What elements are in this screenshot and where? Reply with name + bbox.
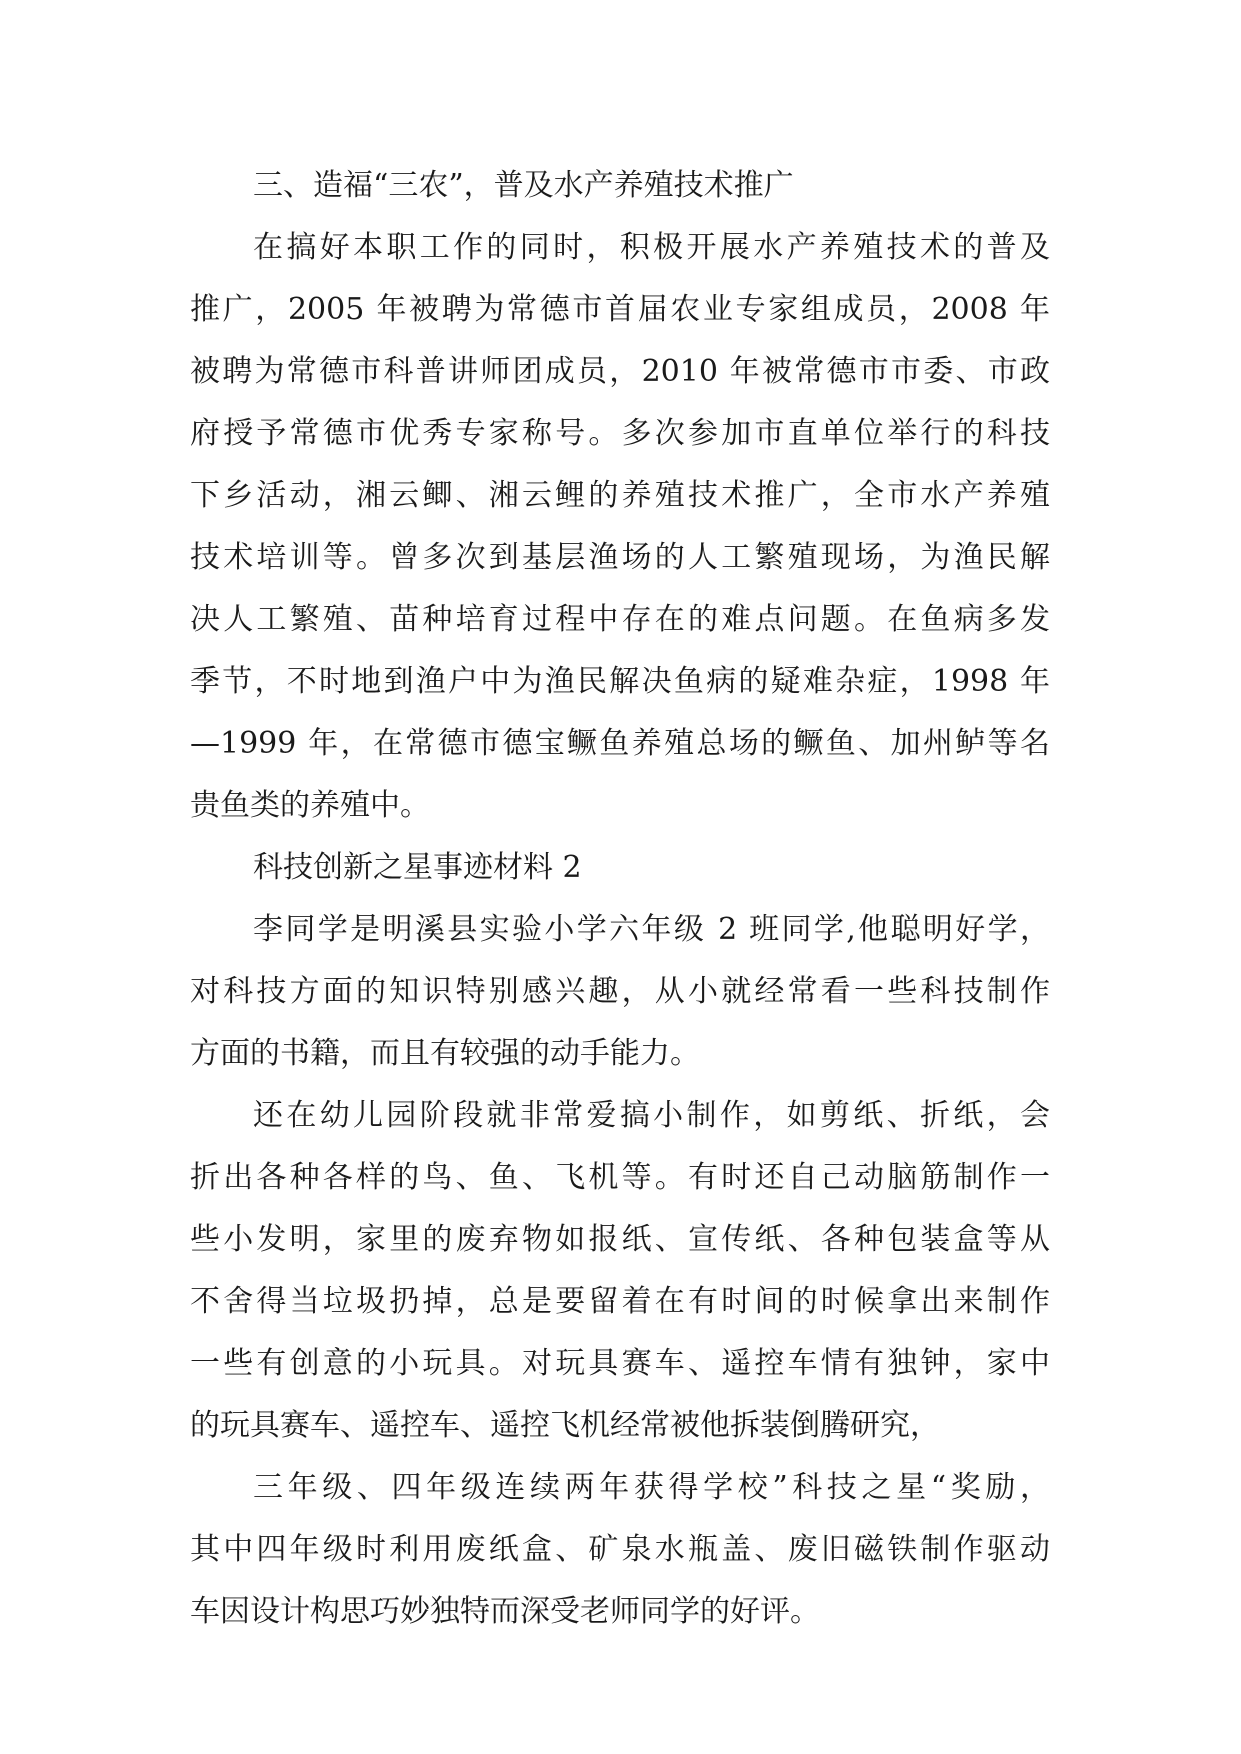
text-line: 下乡活动，湘云鲫、湘云鲤的养殖技术推广，全市水产养殖	[190, 478, 1050, 513]
text-line: 不舍得当垃圾扔掉，总是要留着在有时间的时候拿出来制作	[190, 1284, 1050, 1319]
text-line: 还在幼儿园阶段就非常爱搞小制作，如剪纸、折纸，会	[253, 1098, 1050, 1133]
text-line: 方面的书籍，而且有较强的动手能力。	[190, 1036, 700, 1071]
text-line: 三年级、四年级连续两年获得学校”科技之星“奖励，	[253, 1470, 1050, 1505]
document-body	[190, 155, 1050, 1643]
text-line: —1999 年，在常德市德宝鳜鱼养殖总场的鳜鱼、加州鲈等名	[190, 726, 1050, 761]
text-line: 决人工繁殖、苗种培育过程中存在的难点问题。在鱼病多发	[190, 602, 1050, 637]
section-heading: 三、造福“三农”，普及水产养殖技术推广	[253, 168, 794, 203]
text-line: 车因设计构思巧妙独特而深受老师同学的好评。	[190, 1594, 820, 1629]
section-title: 科技创新之星事迹材料 2	[253, 850, 582, 885]
text-line: 贵鱼类的养殖中。	[190, 788, 430, 823]
text-line: 折出各种各样的鸟、鱼、飞机等。有时还自己动脑筋制作一	[190, 1160, 1050, 1195]
text-line: 的玩具赛车、遥控车、遥控飞机经常被他拆装倒腾研究，	[190, 1408, 940, 1443]
text-line: 季节，不时地到渔户中为渔民解决鱼病的疑难杂症，1998 年	[190, 664, 1050, 699]
text-line: 其中四年级时利用废纸盒、矿泉水瓶盖、废旧磁铁制作驱动	[190, 1532, 1050, 1567]
text-line: 李同学是明溪县实验小学六年级 2 班同学,他聪明好学，	[253, 912, 1050, 947]
text-line: 被聘为常德市科普讲师团成员，2010 年被常德市市委、市政	[190, 354, 1050, 389]
text-line: 对科技方面的知识特别感兴趣，从小就经常看一些科技制作	[190, 974, 1050, 1009]
text-line: 技术培训等。曾多次到基层渔场的人工繁殖现场，为渔民解	[190, 540, 1050, 575]
text-line: 一些有创意的小玩具。对玩具赛车、遥控车情有独钟，家中	[190, 1346, 1050, 1381]
text-line: 府授予常德市优秀专家称号。多次参加市直单位举行的科技	[190, 416, 1050, 451]
text-line: 在搞好本职工作的同时，积极开展水产养殖技术的普及	[253, 230, 1050, 265]
text-line: 推广，2005 年被聘为常德市首届农业专家组成员，2008 年	[190, 292, 1050, 327]
text-line: 些小发明，家里的废弃物如报纸、宣传纸、各种包装盒等从	[190, 1222, 1050, 1257]
